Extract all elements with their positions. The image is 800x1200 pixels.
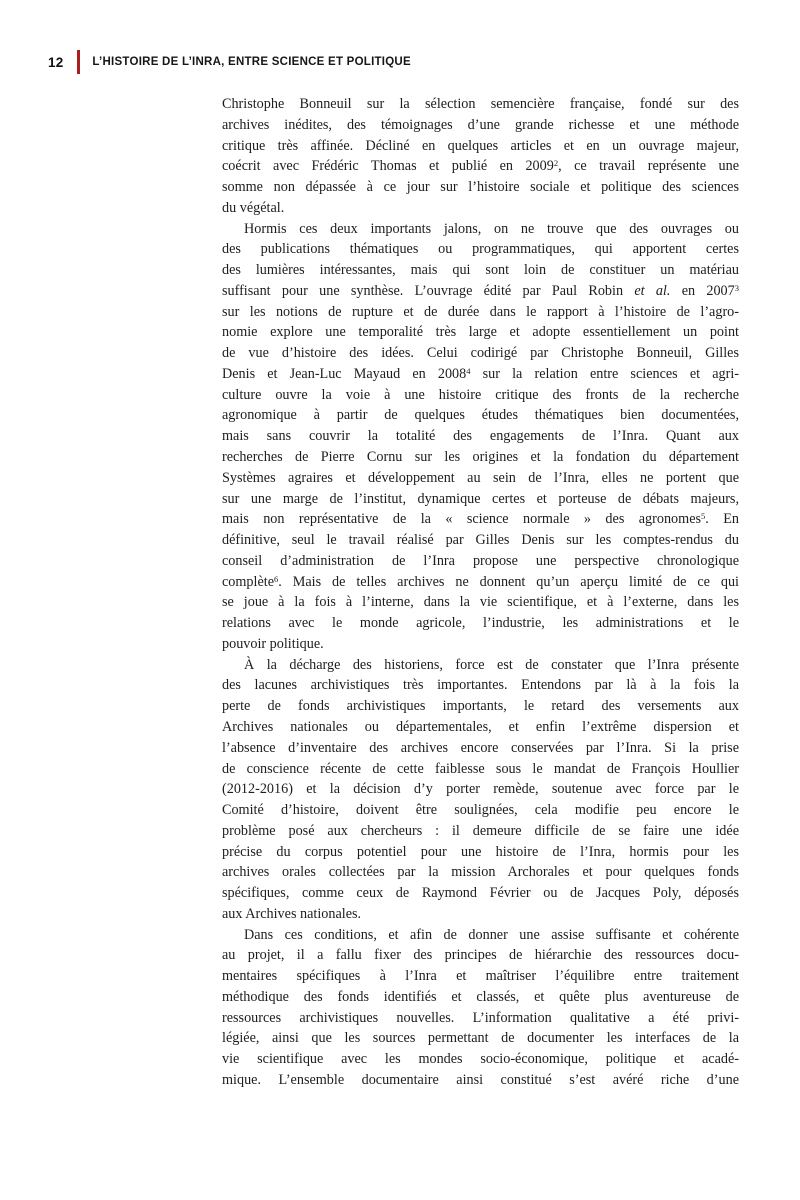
text-line: mais sans couvrir la totalité des engagements de l’Inra. Quant aux	[222, 428, 739, 445]
text-line: précise du corpus potentiel pour une histoire de l’Inra, hormis pour les	[222, 843, 739, 860]
text-line: l’absence d’inventaire des archives encore conservées par l’Inra. Si la prise	[222, 739, 739, 756]
footnote-marker: 4	[466, 366, 471, 377]
text-line: méthodique des fonds identifiés et classés, et quête plus aventureuse de	[222, 988, 739, 1005]
body-text	[222, 94, 739, 1091]
text-line: mique. L’ensemble documentaire ainsi constitué s’est avéré riche d’une	[222, 1071, 739, 1088]
text-line: des lumières intéressantes, mais qui sont loin de constituer un matériau	[222, 262, 739, 279]
text-line: sur une marge de l’institut, dynamique certes et porteuse de débats majeurs,	[222, 490, 739, 507]
text-line: archives inédites, des témoignages d’une grande richesse et une méthode	[222, 116, 739, 133]
text-line: nomie explore une temporalité très large et adopte essentiellement un point	[222, 324, 739, 341]
text-line: agronomique à partir de quelques études thématiques bien documentées,	[222, 407, 739, 424]
text-line: au projet, il a fallu fixer des principes de hiérarchie des ressources docu-	[222, 947, 739, 964]
text-line: aux Archives nationales.	[222, 905, 362, 922]
text-line: culture ouvre la voie à une histoire critique des fronts de la recherche	[222, 386, 739, 403]
text-line: Archives nationales ou départementales, et enfin l’extrême dispersion et	[222, 718, 739, 735]
text-line: recherches de Pierre Cornu sur les origines et la fondation du département	[222, 449, 739, 466]
footnote-marker: 2	[553, 158, 559, 169]
text-line: Denis et Jean-Luc Mayaud en 2008$^4$ sur la relation entre sciences et agri-	[222, 365, 739, 382]
text-line: À la décharge des historiens, force est de constater que l’Inra présente	[244, 656, 739, 673]
paragraph	[222, 655, 739, 925]
text-line: des lacunes archivistiques très importantes. Entendons par là à la fois la	[222, 677, 739, 694]
text-line: coécrit avec Frédéric Thomas et publié en 2009$^2$, ce travail représente une	[222, 158, 739, 175]
text-line: de conscience récente de cette faiblesse sous le mandat de François Houllier	[222, 760, 739, 777]
text-line: conseil d’administration de l’Inra propose une perspective chronologique	[222, 552, 739, 569]
text-line: archives orales collectées par la mission Archorales et pour quelques fonds	[222, 864, 739, 881]
text-line: Christophe Bonneuil sur la sélection semencière française, fondé sur des	[222, 96, 739, 112]
text-line: perte de fonds archivistiques importants, le retard des versements aux	[222, 698, 739, 715]
text-line: mais non représentative de la « science normale » des agronomes$^5$. En	[222, 511, 739, 528]
text-line: somme non dépassée à ce jour sur l’histoire sociale et politique des sciences	[222, 179, 739, 196]
running-title: L’HISTOIRE DE L’INRA, ENTRE SCIENCE ET POLITIQUE	[92, 56, 411, 68]
text-line: légiée, ainsi que les sources permettant de documenter les interfaces de la	[222, 1030, 739, 1047]
text-line: se joue à la fois à l’interne, dans la vie scientifique, et à l’externe, dans les	[222, 594, 739, 611]
text-line: critique très affinée. Décliné en quelques articles et en un ouvrage majeur,	[222, 137, 739, 154]
text-line: suffisant pour une synthèse. L’ouvrage édité par Paul Robin et al. en 2007$^3$	[222, 282, 739, 299]
text-line: Systèmes agraires et développement au sein de l’Inra, elles ne portent que	[222, 469, 739, 486]
text-line: vie scientifique avec les mondes socio-économique, politique et acadé-	[222, 1051, 739, 1068]
text-line: Hormis ces deux importants jalons, on ne trouve que des ouvrages ou	[244, 220, 739, 237]
text-line: sur les notions de rupture et de durée dans le rapport à l’histoire de l’agro-	[222, 303, 739, 320]
text-line: de vue d’histoire des idées. Celui codirigé par Christophe Bonneuil, Gilles	[222, 345, 739, 362]
text-line: mentaires spécifiques à l’Inra et maîtriser l’équilibre entre traitement	[222, 968, 739, 985]
footnote-marker: 3	[734, 283, 739, 294]
text-line: des publications thématiques ou programmatiques, qui apportent certes	[222, 241, 739, 258]
text-line: relations avec le monde agricole, l’industrie, les administrations et le	[222, 615, 739, 632]
text-line: Comité d’histoire, doivent être soulignées, cela modifie peu encore le	[222, 802, 739, 819]
page-number: 12	[48, 54, 64, 70]
footnote-marker: 6	[274, 573, 279, 584]
footnote-marker: 5	[701, 511, 706, 522]
text-line: ressources archivistiques nouvelles. L’information qualitative a été privi-	[222, 1009, 739, 1026]
paragraph	[222, 925, 739, 1091]
text-line: du végétal.	[222, 199, 285, 216]
paragraph	[222, 94, 739, 219]
paragraph	[222, 219, 739, 655]
text-line: complète$^6$. Mais de telles archives ne donnent qu’un aperçu limité de ce qui	[222, 573, 739, 590]
text-line: Dans ces conditions, et afin de donner une assise suffisante et cohérente	[244, 926, 739, 943]
page-header	[48, 50, 411, 74]
text-line: problème posé aux chercheurs : il demeure difficile de se faire une idée	[222, 822, 739, 839]
text-line: pouvoir politique.	[222, 635, 324, 652]
header-divider	[77, 50, 80, 74]
text-line: définitive, seul le travail réalisé par Gilles Denis sur les comptes-rendus du	[222, 532, 739, 549]
text-line: (2012-2016) et la décision d’y porter remède, soutenue avec force par le	[222, 781, 739, 798]
text-line: spécifiques, comme ceux de Raymond Février ou de Jacques Poly, déposés	[222, 885, 739, 902]
